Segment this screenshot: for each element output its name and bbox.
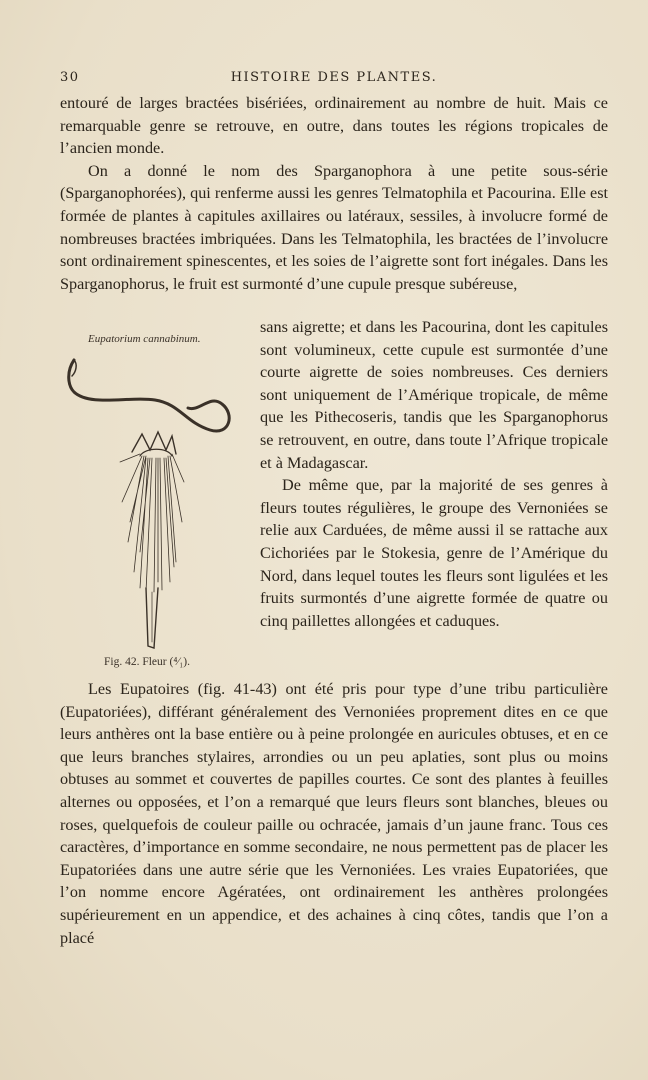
right-column-text bbox=[260, 316, 608, 632]
running-header bbox=[60, 70, 608, 90]
paragraph-4: De même que, par la majorité de ses genres à fleurs toutes régulières, le groupe des Vernoniées se relie aux Carduées, de même aussi il se rattache aux Cichoriées par le Stokesia, genre de l’Amérique du Nord, dans lequel toutes les fleurs sont ligulées et les fruits surmontés d’une aigrette formée de quatre ou cinq paillettes allongées et caduques. bbox=[260, 476, 608, 630]
figure-species-caption: Eupatorium cannabinum. bbox=[88, 333, 201, 345]
running-title: HISTOIRE DES PLANTES. bbox=[230, 70, 438, 85]
bottom-text-block bbox=[60, 678, 608, 949]
figure-caption: Fig. 42. Fleur (⁴⁄₁). bbox=[104, 656, 190, 668]
flower-illustration bbox=[60, 352, 250, 652]
eupatorium-flower-drawing bbox=[60, 352, 250, 652]
paragraph-5: Les Eupatoires (fig. 41-43) ont été pris pour type d’une tribu particulière (Eupatoriées), différant généralement des Vernoniées proprement dites en ce que leurs anthères ont la base entière ou à peine prolongée en auricules obtuses, et en ce que leurs branches stylaires, arrondies ou un peu aplaties, sont plus ou moins obtuses au sommet et couvertes de papilles courtes. Ce sont des plantes à feuilles alternes ou opposées, et l’on a remarqué que leurs fleurs sont blanches, bleues ou roses, quelquefois de couleur paille ou ochracée, jamais d’un jaune franc. Tous ces caractères, d’importance en somme secondaire, ne nous permettent pas de placer les Eupatoriées dans une autre série que les Vernoniées. Les vraies Eupatoriées, que l’on nomme encore Agératées, ont ordinairement les anthères prolongées supérieurement en un appendice, et des achaines à cinq côtes, tandis que l’on a placé bbox=[60, 680, 608, 947]
paragraph-3: sans aigrette; et dans les Pacourina, dont les capitules sont volumineux, cette cupule est surmontée d’une courte aigrette de soies nombreuses. Ces derniers sont uniquement de l’Amérique tropicale, de même que les Pithecoseris, tandis que les Sparganophorus se retrouvent, en outre, dans toute l’Afrique tropicale et à Madagascar. bbox=[260, 318, 608, 472]
page-number: 30 bbox=[60, 70, 80, 85]
paragraph-1: entouré de larges bractées bisériées, ordinairement au nombre de huit. Mais ce remarquable genre se retrouve, en outre, dans toutes les régions tropicales de l’ancien monde. bbox=[60, 94, 608, 158]
paragraph-2: On a donné le nom des Sparganophora à une petite sous-série (Sparganophorées), qui renferme aussi les genres Telmatophila et Pacourina. Elle est formée de plantes à capitules axillaires ou latéraux, sessiles, à involucre formé de nombreuses bractées imbriquées. Dans les Telmatophila, les bractées de l’involucre sont ordinairement spinescentes, et les soies de l’aigrette sont fort inégales. Dans les Sparganophorus, le fruit est surmonté d’une cupule presque subéreuse, bbox=[60, 161, 608, 293]
top-text-block bbox=[60, 92, 608, 295]
